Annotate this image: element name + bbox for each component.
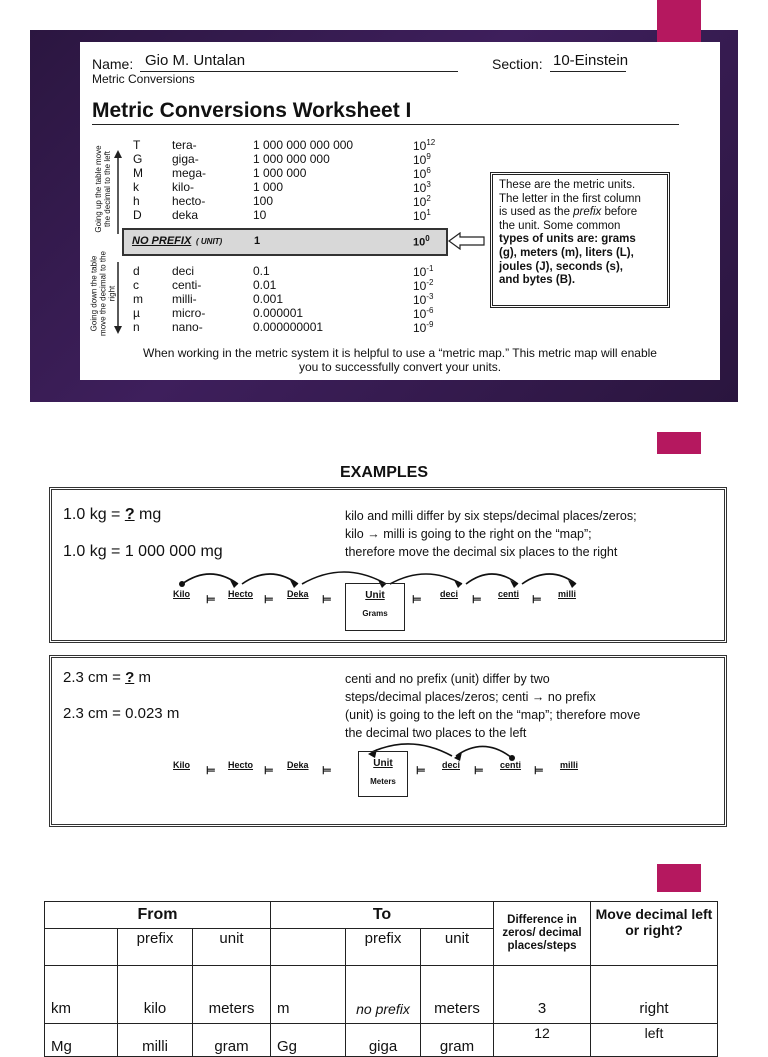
cell-from-prefix: milli xyxy=(118,1024,193,1057)
section-label: Section: xyxy=(492,56,543,72)
prefix-value: 0.01 xyxy=(253,278,277,292)
unit-box: Unit Grams xyxy=(345,583,405,631)
step-icon: ⊨ xyxy=(416,765,426,777)
no-prefix-value: 1 xyxy=(254,235,261,247)
prefix-value: 0.1 xyxy=(253,264,270,278)
no-prefix-row xyxy=(122,228,448,256)
map-label-milli: milli xyxy=(558,589,577,599)
map-label-hecto: Hecto xyxy=(228,760,254,770)
prefix-name: mega- xyxy=(172,166,207,180)
prefix-name: giga- xyxy=(172,152,199,166)
note-line: The letter in the first column xyxy=(499,192,641,205)
step-icon: ⊨ xyxy=(534,765,544,777)
subheader-blank xyxy=(45,929,118,966)
no-prefix-power: $10^0$ xyxy=(413,234,430,249)
section-value: 10-Einstein xyxy=(553,52,629,69)
prefix-name: kilo- xyxy=(172,180,195,194)
cell-to-unit: gram xyxy=(421,1024,494,1057)
prefix-power: $10^{-9}$ xyxy=(413,320,434,335)
footer-line: you to successfully convert your units. xyxy=(298,360,502,374)
header-difference: Difference in zeros/ decimal places/steps xyxy=(494,902,591,966)
cell-from-prefix: kilo xyxy=(118,966,193,1024)
section-underline xyxy=(550,71,626,72)
name-label: Name: xyxy=(92,56,134,72)
cell-to-prefix: giga xyxy=(346,1024,421,1057)
cell-move: right xyxy=(591,966,718,1024)
prefix-power: $10^{-1}$ xyxy=(413,264,434,279)
step-icon: ⊨ xyxy=(322,594,332,606)
accent-square-mid xyxy=(657,432,701,454)
examples-heading: EXAMPLES xyxy=(339,464,428,481)
table-row xyxy=(45,1024,718,1057)
prefix-sym: µ xyxy=(133,306,140,320)
side-label-up: Going up the table move the decimal to the left xyxy=(94,145,112,233)
name-value: Gio M. Untalan xyxy=(145,52,246,69)
cell-diff: 12 xyxy=(494,1024,591,1057)
step-icon: ⊨ xyxy=(264,765,274,777)
subheader-blank xyxy=(271,929,346,966)
prefix-value: 10 xyxy=(253,208,267,222)
prefix-value: 100 xyxy=(253,194,274,208)
prefix-value: 0.000001 xyxy=(253,306,304,320)
note-line: is used as the prefix before xyxy=(499,206,638,219)
map-label-deka: Deka xyxy=(287,589,309,599)
no-prefix-unit: ( UNIT) xyxy=(196,237,223,246)
prefix-sym: D xyxy=(133,208,142,222)
note-line: These are the metric units. xyxy=(499,179,636,191)
units-note-box xyxy=(490,172,670,308)
map-label-hecto: Hecto xyxy=(228,589,254,599)
map-label-centi: centi xyxy=(500,760,522,770)
cell-from-unit: meters xyxy=(193,966,271,1024)
prefix-sym: G xyxy=(133,152,143,166)
map-label-deka: Deka xyxy=(287,760,309,770)
note-line: types of units are: grams xyxy=(499,233,636,246)
prefix-power: $10^1$ xyxy=(413,208,431,223)
step-icon: ⊨ xyxy=(322,765,332,777)
map-label-deci: deci xyxy=(442,760,461,770)
prefix-name: hecto- xyxy=(172,194,206,208)
note-line: and bytes (B). xyxy=(499,274,576,287)
step-icon: ⊨ xyxy=(472,594,482,606)
prefix-sym: n xyxy=(133,320,140,334)
cell-to-unit: meters xyxy=(421,966,494,1024)
down-arrow-icon xyxy=(113,262,123,334)
prefix-name: deci xyxy=(172,264,195,278)
subheader-unit: unit xyxy=(421,929,494,966)
prefix-value: 1 000 xyxy=(253,180,284,194)
prefix-name: micro- xyxy=(172,306,206,320)
header-to: To xyxy=(271,902,494,929)
subtitle: Metric Conversions xyxy=(92,72,195,86)
no-prefix-label: NO PREFIX xyxy=(132,235,192,247)
worksheet-footer xyxy=(80,346,720,374)
table-header-row xyxy=(45,902,718,929)
cell-to-sym: Gg xyxy=(271,1024,346,1057)
map-label-milli: milli xyxy=(560,760,579,770)
prefix-name: tera- xyxy=(172,138,197,152)
header-move: Move decimal left or right? xyxy=(591,902,718,966)
prefix-name: deka xyxy=(172,208,199,222)
cell-move: left xyxy=(591,1024,718,1057)
example-1-question: 1.0 kg = ? mg xyxy=(63,506,162,523)
map-label-kilo: Kilo xyxy=(173,760,190,770)
prefix-power: $10^9$ xyxy=(413,152,431,167)
cell-from-sym: Mg xyxy=(45,1024,118,1057)
prefix-power: $10^{-3}$ xyxy=(413,292,434,307)
prefix-power: $10^2$ xyxy=(413,194,431,209)
prefix-sym: T xyxy=(133,138,141,152)
example-1-answer: 1.0 kg = 1 000 000 mg xyxy=(63,543,223,560)
example-2-answer: 2.3 cm = 0.023 m xyxy=(63,705,180,722)
map-label-kilo: Kilo xyxy=(173,589,190,599)
note-line: the unit. Some common xyxy=(499,219,621,232)
example-2-box xyxy=(49,655,727,827)
prefix-value: 0.000000001 xyxy=(253,320,324,334)
prefix-power: $10^3$ xyxy=(413,180,431,195)
example-1-box xyxy=(49,487,727,643)
prefix-name: nano- xyxy=(172,320,203,334)
prefix-sym: h xyxy=(133,194,140,208)
prefix-sym: d xyxy=(133,264,140,278)
prefix-sym: m xyxy=(133,292,143,306)
example-1-explanation: kilo and milli differ by six steps/decimal places/zeros; kilo → milli is going to the right on the “map”; therefore move the decimal six places to the right xyxy=(345,509,637,559)
map-label-centi: centi xyxy=(498,589,520,599)
step-icon: ⊨ xyxy=(532,594,542,606)
map-label-deci: deci xyxy=(440,589,459,599)
step-icon: ⊨ xyxy=(206,594,216,606)
accent-square-top xyxy=(657,0,701,44)
worksheet-title: Metric Conversions Worksheet I xyxy=(92,99,412,122)
conversion-table xyxy=(44,901,718,1057)
prefix-value: 0.001 xyxy=(253,292,284,306)
prefix-sym: M xyxy=(133,166,143,180)
subheader-unit: unit xyxy=(193,929,271,966)
title-rule xyxy=(92,124,679,125)
prefix-value: 1 000 000 000 000 xyxy=(253,138,354,152)
prefix-value: 1 000 000 xyxy=(253,166,307,180)
prefix-power: $10^{-6}$ xyxy=(413,306,434,321)
step-icon: ⊨ xyxy=(412,594,422,606)
subheader-prefix: prefix xyxy=(118,929,193,966)
prefix-name: centi- xyxy=(172,278,202,292)
step-icon: ⊨ xyxy=(264,594,274,606)
prefix-sym: c xyxy=(133,278,139,292)
up-arrow-icon xyxy=(113,150,123,236)
cell-to-prefix: no prefix xyxy=(346,966,421,1024)
table-row xyxy=(45,966,718,1024)
subheader-prefix: prefix xyxy=(346,929,421,966)
side-label-down: Going down the table move the decimal to the right xyxy=(89,251,117,336)
unit-box: Unit Meters xyxy=(358,751,408,797)
footer-line: When working in the metric system it is helpful to use a “metric map.” This metric map will enable xyxy=(143,346,657,360)
header-from: From xyxy=(45,902,271,929)
left-arrow-icon xyxy=(448,232,486,250)
prefix-power: $10^{12}$ xyxy=(413,138,436,153)
worksheet-page xyxy=(80,42,720,380)
accent-square-bottom xyxy=(657,864,701,892)
cell-from-unit: gram xyxy=(193,1024,271,1057)
example-2-explanation: centi and no prefix (unit) differ by two steps/decimal places/zeros; centi → no prefix (unit) is going to the left on the “map”; therefore move the decimal two places to the left xyxy=(345,672,641,740)
cell-from-sym: km xyxy=(45,966,118,1024)
prefix-value: 1 000 000 000 xyxy=(253,152,330,166)
cell-diff: 3 xyxy=(494,966,591,1024)
prefix-power: $10^6$ xyxy=(413,166,431,181)
cell-to-sym: m xyxy=(271,966,346,1024)
note-line: (g), meters (m), liters (L), xyxy=(499,246,634,259)
prefix-sym: k xyxy=(133,180,139,194)
example-2-question: 2.3 cm = ? m xyxy=(63,669,151,686)
prefix-name: milli- xyxy=(172,292,197,306)
prefix-power: $10^{-2}$ xyxy=(413,278,434,293)
step-icon: ⊨ xyxy=(474,765,484,777)
step-icon: ⊨ xyxy=(206,765,216,777)
note-line: joules (J), seconds (s), xyxy=(499,260,623,273)
